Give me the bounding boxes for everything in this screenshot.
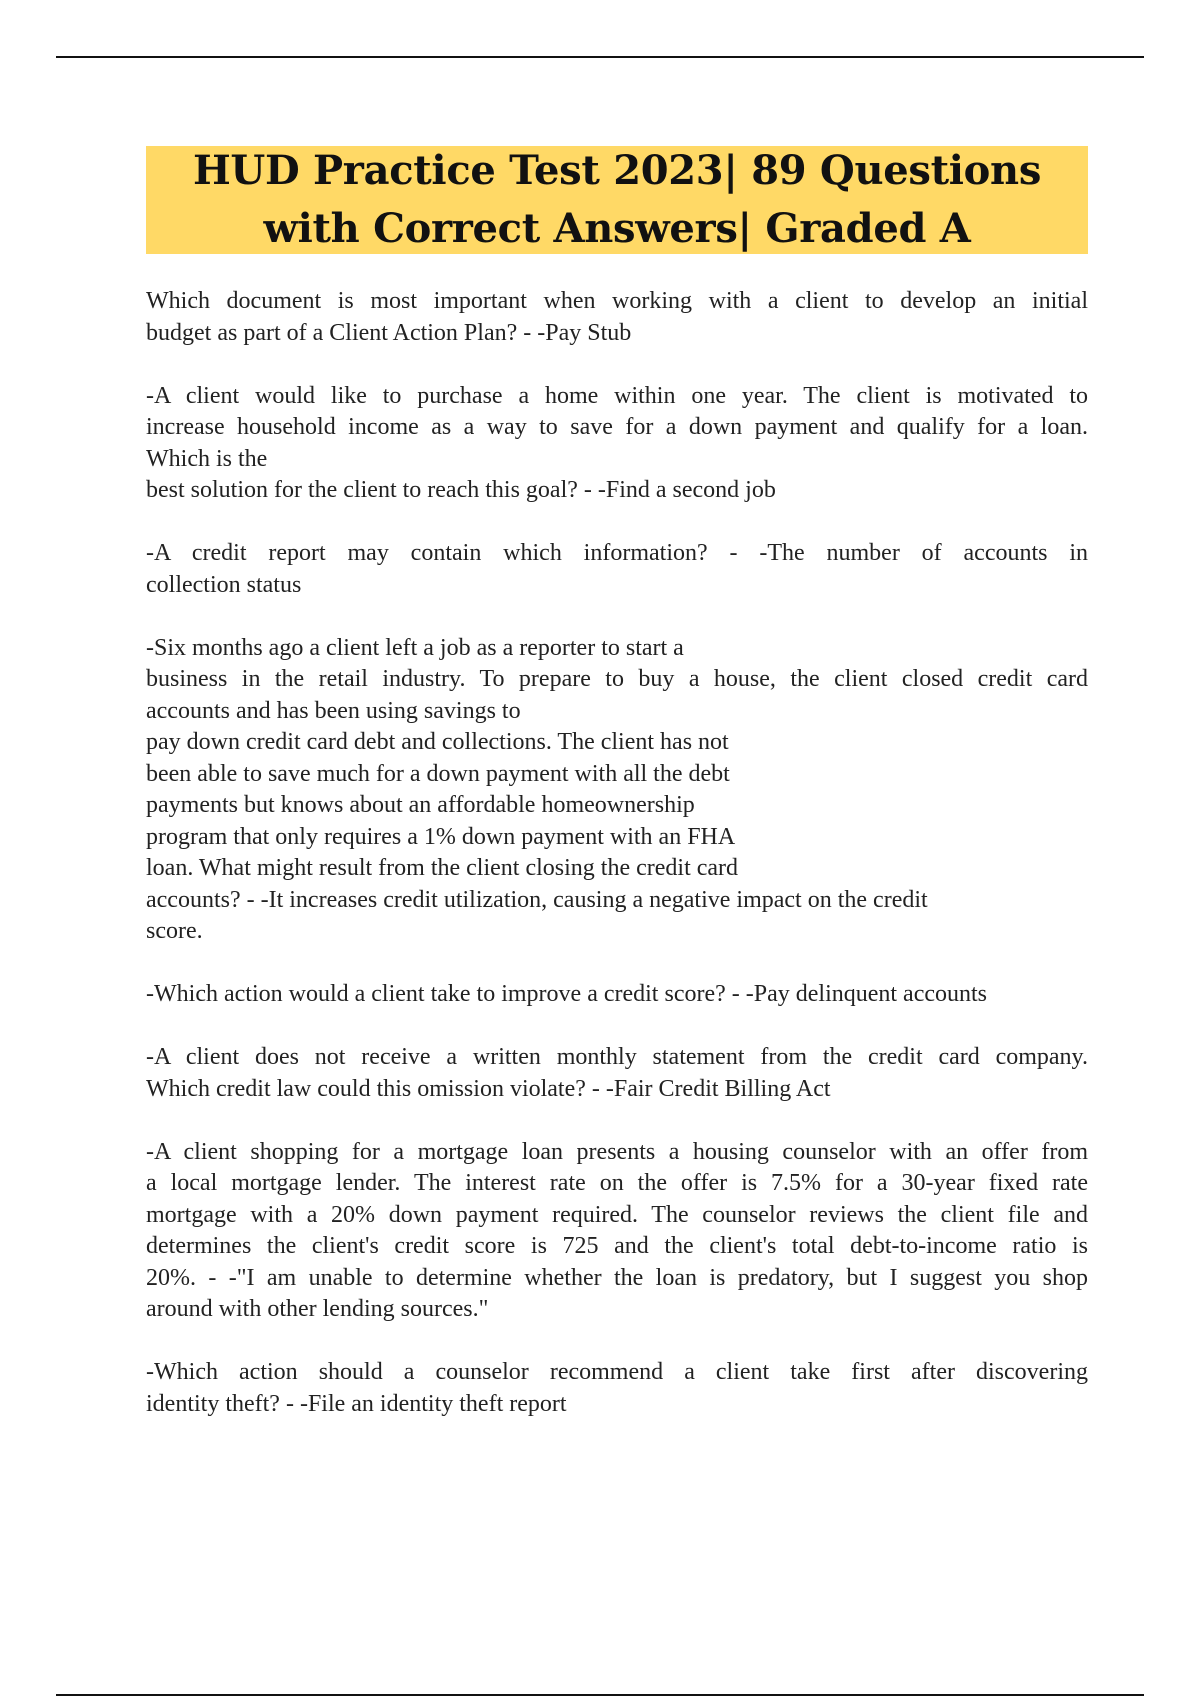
question-item (146, 633, 1088, 948)
question-item (146, 1357, 1088, 1420)
text-line: -Which action should a counselor recommend a client take first after discovering (146, 1359, 1088, 1385)
question-item (146, 979, 1088, 1011)
text-line: mortgage with a 20% down payment required. The counselor reviews the client file and (146, 1201, 1088, 1228)
text-line: a local mortgage lender. The interest rate on the offer is 7.5% for a 30-year fixed rate (146, 1170, 1088, 1196)
text-line: -A client does not receive a written monthly statement from the credit card company. (146, 1044, 1088, 1070)
question-item (146, 286, 1088, 349)
text-line: -Which action would a client take to improve a credit score? - -Pay delinquent accounts (146, 981, 988, 1007)
text-line: -Six months ago a client left a job as a reporter to start a (146, 634, 684, 661)
title-line-1: HUD Practice Test 2023| 89 Questions (192, 147, 1042, 194)
question-item (146, 1137, 1088, 1326)
text-line: pay down credit card debt and collections. The client has not (146, 729, 729, 755)
text-line: payments but knows about an affordable homeownership (146, 792, 695, 818)
question-item (146, 538, 1088, 601)
title-banner (146, 146, 1088, 254)
text-line: business in the retail industry. To prepare to buy a house, the client closed credit card (146, 666, 1088, 692)
text-line: Which document is most important when working with a client to develop an initial (146, 288, 1088, 314)
text-line: been able to save much for a down payment with all the debt (146, 760, 730, 787)
bottom-rule (56, 1694, 1144, 1696)
text-line: 20%. - -"I am unable to determine whether the loan is predatory, but I suggest you shop (146, 1264, 1088, 1291)
text-line: Which credit law could this omission violate? - -Fair Credit Billing Act (146, 1075, 831, 1102)
text-line: determines the client's credit score is 725 and the client's total debt-to-income ratio is (146, 1233, 1088, 1259)
text-line: collection status (146, 571, 302, 598)
text-line: Which is the (146, 445, 268, 472)
text-line: program that only requires a 1% down payment with an FHA (146, 823, 736, 850)
text-line: best solution for the client to reach this goal? - -Find a second job (146, 477, 776, 503)
text-line: score. (146, 918, 203, 944)
question-item (146, 381, 1088, 507)
text-line: -A client shopping for a mortgage loan presents a housing counselor with an offer from (146, 1138, 1088, 1165)
question-item (146, 1042, 1088, 1105)
title-line-2: with Correct Answers| Graded A (263, 205, 971, 252)
document-title (193, 142, 1041, 258)
text-line: accounts? - -It increases credit utilization, causing a negative impact on the credit (146, 886, 928, 913)
text-line: budget as part of a Client Action Plan? - -Pay Stub (146, 319, 632, 346)
question-list (146, 286, 1088, 1452)
text-line: increase household income as a way to save for a down payment and qualify for a loan. (146, 414, 1088, 440)
text-line: accounts and has been using savings to (146, 697, 521, 724)
text-line: around with other lending sources." (146, 1296, 489, 1322)
text-line: loan. What might result from the client closing the credit card (146, 855, 739, 881)
text-line: -A credit report may contain which information? - -The number of accounts in (146, 540, 1088, 566)
text-line: -A client would like to purchase a home within one year. The client is motivated to (146, 382, 1088, 409)
top-rule (56, 56, 1144, 58)
text-line: identity theft? - -File an identity theft report (146, 1390, 567, 1417)
